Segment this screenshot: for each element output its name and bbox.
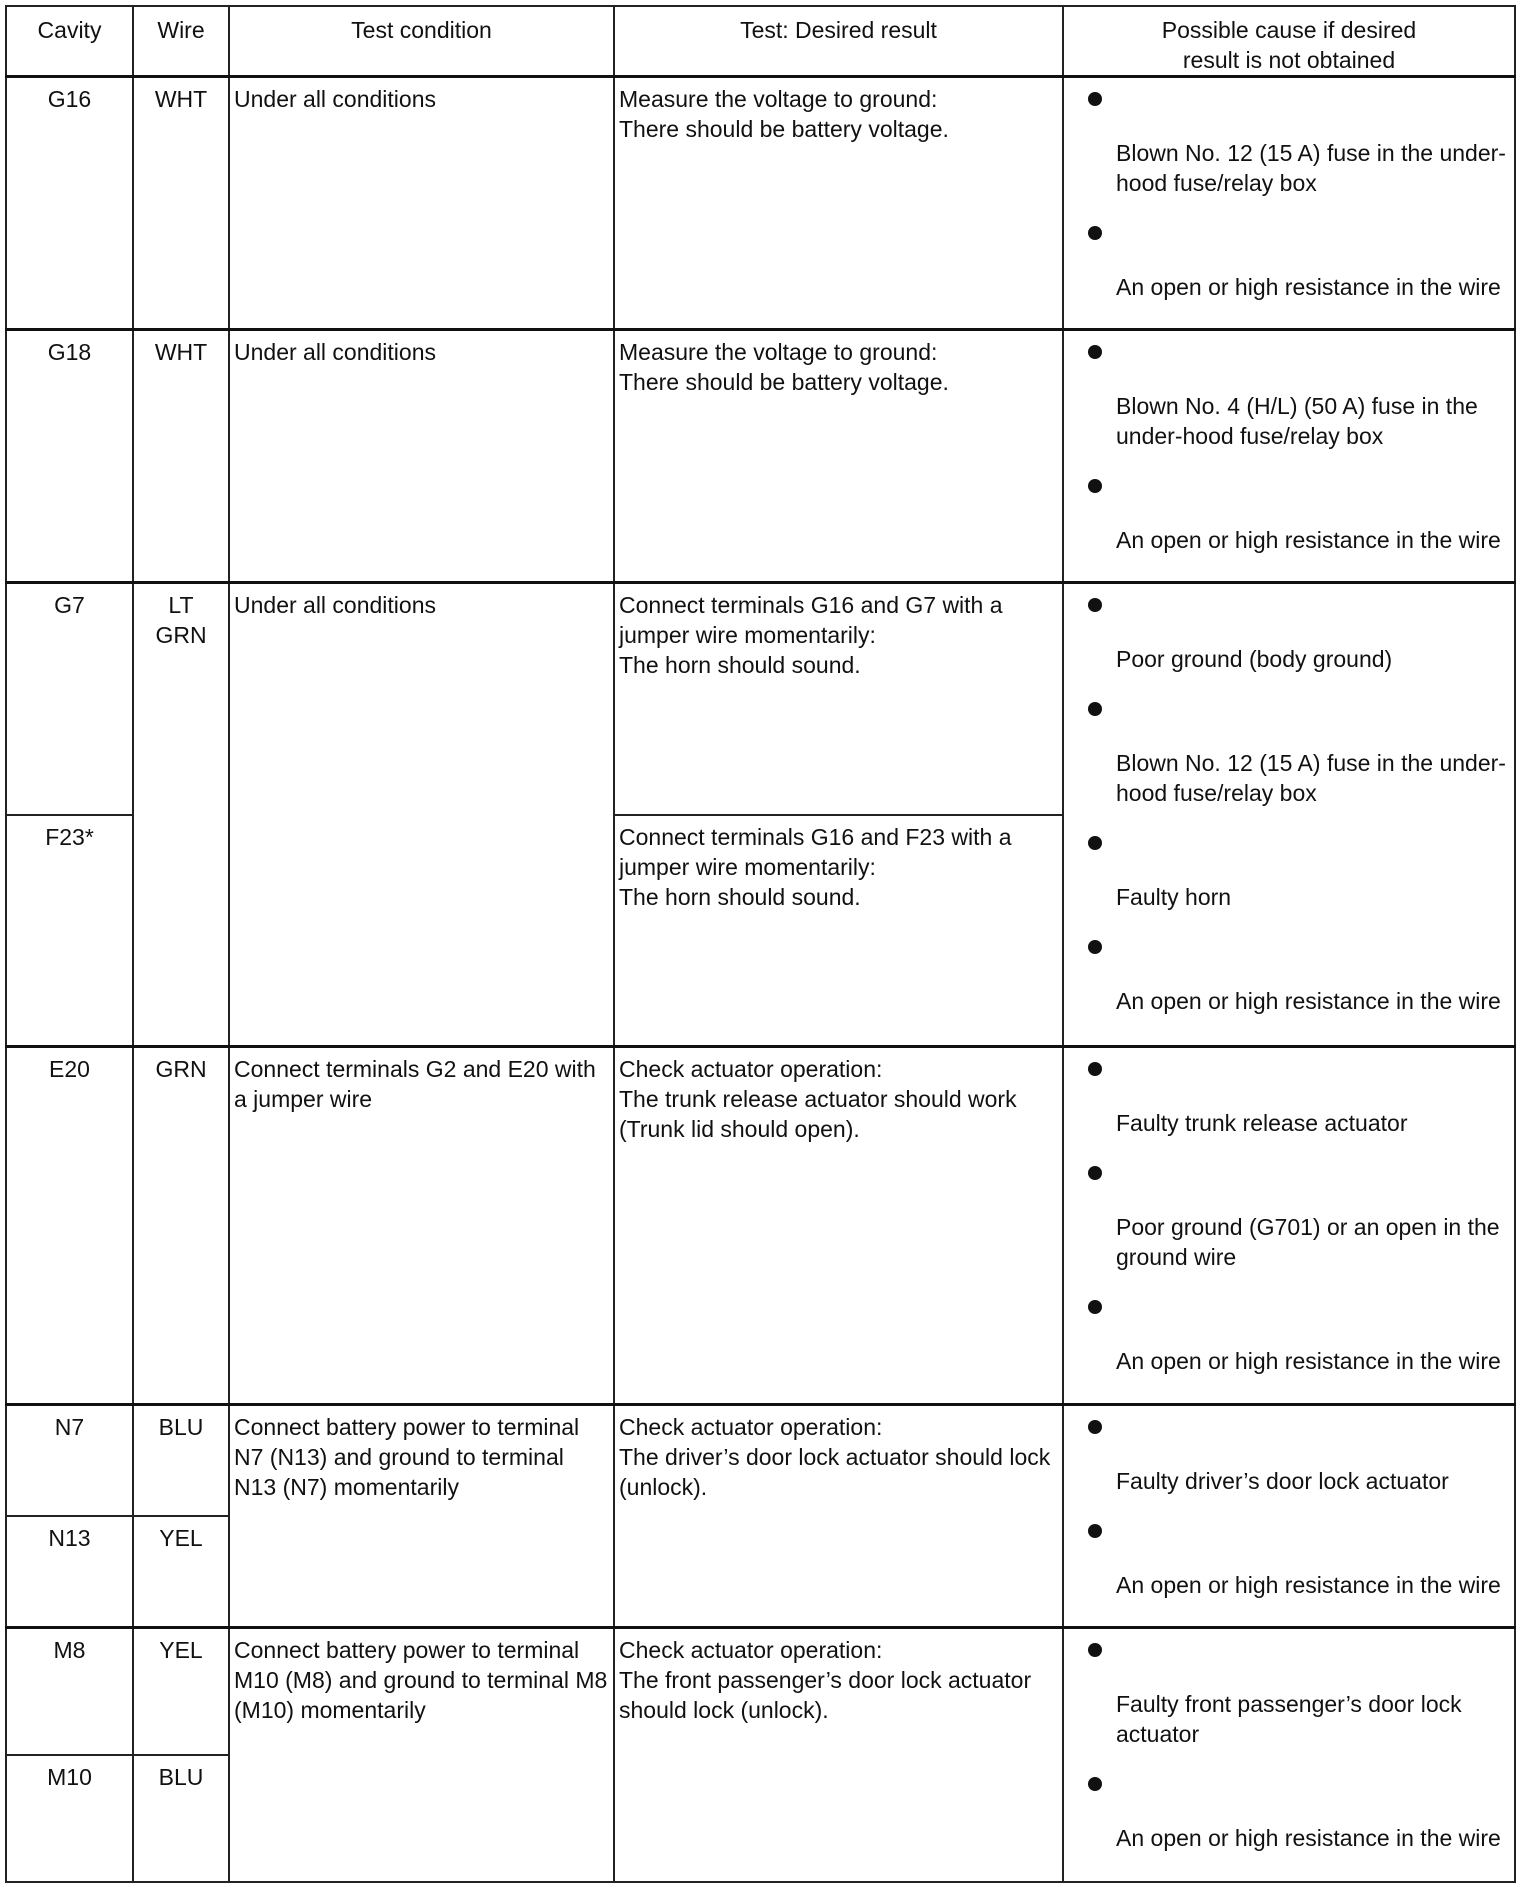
bullet-icon bbox=[1088, 1420, 1102, 1434]
cavity-cell: M8 bbox=[6, 1628, 133, 1755]
cavity-cell: G7 bbox=[6, 583, 133, 815]
cause-item bbox=[1068, 1292, 1510, 1376]
cause-item bbox=[1068, 84, 1510, 198]
harness-test-table bbox=[5, 5, 1516, 1883]
desired-result-cell: Check actuator operation: The front passenger’s door lock actuator should lock (unlock). bbox=[614, 1628, 1063, 1882]
bullet-icon bbox=[1088, 479, 1102, 493]
cause-text: Blown No. 12 (15 A) fuse in the under-hood fuse/relay box bbox=[1116, 750, 1506, 806]
possible-cause-cell bbox=[1063, 330, 1515, 583]
wire-cell: GRN bbox=[133, 1047, 229, 1405]
cause-list bbox=[1068, 337, 1510, 555]
wire-cell: WHT bbox=[133, 77, 229, 330]
cavity-cell: E20 bbox=[6, 1047, 133, 1405]
desired-result-cell: Measure the voltage to ground: There should be battery voltage. bbox=[614, 77, 1063, 330]
table-row bbox=[6, 1405, 1515, 1516]
cavity-cell: M10 bbox=[6, 1755, 133, 1882]
wire-cell: WHT bbox=[133, 330, 229, 583]
cavity-cell: G16 bbox=[6, 77, 133, 330]
cause-item bbox=[1068, 1158, 1510, 1272]
cause-list bbox=[1068, 1054, 1510, 1376]
bullet-icon bbox=[1088, 598, 1102, 612]
wire-cell: BLU bbox=[133, 1405, 229, 1516]
cause-text: Faulty front passenger’s door lock actuator bbox=[1116, 1691, 1462, 1747]
wire-cell: BLU bbox=[133, 1755, 229, 1882]
cause-text: Poor ground (G701) or an open in the ground wire bbox=[1116, 1214, 1500, 1270]
bullet-icon bbox=[1088, 1643, 1102, 1657]
bullet-icon bbox=[1088, 1062, 1102, 1076]
cavity-cell: G18 bbox=[6, 330, 133, 583]
cause-text: Faulty horn bbox=[1116, 884, 1232, 910]
bullet-icon bbox=[1088, 836, 1102, 850]
test-condition-cell: Under all conditions bbox=[229, 77, 614, 330]
cavity-cell: N13 bbox=[6, 1516, 133, 1628]
bullet-icon bbox=[1088, 1777, 1102, 1791]
cause-text: Poor ground (body ground) bbox=[1116, 646, 1393, 672]
bullet-icon bbox=[1088, 345, 1102, 359]
cause-text: An open or high resistance in the wire bbox=[1116, 1572, 1501, 1598]
desired-result-cell: Connect terminals G16 and F23 with a jumper wire momentarily: The horn should sound. bbox=[614, 815, 1063, 1047]
cause-list bbox=[1068, 590, 1510, 1016]
cause-item bbox=[1068, 694, 1510, 808]
test-condition-cell: Connect battery power to terminal N7 (N13) and ground to terminal N13 (N7) momentarily bbox=[229, 1405, 614, 1628]
cause-item bbox=[1068, 218, 1510, 302]
cause-item bbox=[1068, 1516, 1510, 1600]
cause-text: An open or high resistance in the wire bbox=[1116, 988, 1501, 1014]
header-possible-cause: Possible cause if desired result is not obtained bbox=[1063, 6, 1515, 77]
cause-item bbox=[1068, 828, 1510, 912]
cause-item bbox=[1068, 932, 1510, 1016]
table-row bbox=[6, 330, 1515, 583]
header-desired-result: Test: Desired result bbox=[614, 6, 1063, 77]
test-condition-cell: Connect terminals G2 and E20 with a jumper wire bbox=[229, 1047, 614, 1405]
cause-text: An open or high resistance in the wire bbox=[1116, 1348, 1501, 1374]
test-condition-cell: Under all conditions bbox=[229, 583, 614, 1047]
desired-result-cell: Check actuator operation: The trunk release actuator should work (Trunk lid should open). bbox=[614, 1047, 1063, 1405]
cause-text: Blown No. 12 (15 A) fuse in the under-hood fuse/relay box bbox=[1116, 140, 1506, 196]
cause-text: An open or high resistance in the wire bbox=[1116, 274, 1501, 300]
cause-text: An open or high resistance in the wire bbox=[1116, 527, 1501, 553]
possible-cause-cell bbox=[1063, 1047, 1515, 1405]
bullet-icon bbox=[1088, 1166, 1102, 1180]
wire-cell: YEL bbox=[133, 1628, 229, 1755]
wire-cell: YEL bbox=[133, 1516, 229, 1628]
table-row bbox=[6, 77, 1515, 330]
bullet-icon bbox=[1088, 226, 1102, 240]
possible-cause-cell bbox=[1063, 77, 1515, 330]
cavity-cell: F23* bbox=[6, 815, 133, 1047]
desired-result-cell: Connect terminals G16 and G7 with a jumper wire momentarily: The horn should sound. bbox=[614, 583, 1063, 815]
bullet-icon bbox=[1088, 92, 1102, 106]
cause-list bbox=[1068, 1635, 1510, 1853]
bullet-icon bbox=[1088, 702, 1102, 716]
bullet-icon bbox=[1088, 1300, 1102, 1314]
desired-result-cell: Measure the voltage to ground: There should be battery voltage. bbox=[614, 330, 1063, 583]
possible-cause-cell bbox=[1063, 1628, 1515, 1882]
table-row bbox=[6, 583, 1515, 815]
cause-item bbox=[1068, 590, 1510, 674]
cause-item bbox=[1068, 1412, 1510, 1496]
header-test-condition: Test condition bbox=[229, 6, 614, 77]
cause-text: Faulty driver’s door lock actuator bbox=[1116, 1468, 1449, 1494]
possible-cause-cell bbox=[1063, 583, 1515, 1047]
cause-item bbox=[1068, 471, 1510, 555]
header-wire: Wire bbox=[133, 6, 229, 77]
cavity-cell: N7 bbox=[6, 1405, 133, 1516]
cause-text: Blown No. 4 (H/L) (50 A) fuse in the under-hood fuse/relay box bbox=[1116, 393, 1478, 449]
table-row bbox=[6, 1628, 1515, 1755]
cause-list bbox=[1068, 84, 1510, 302]
header-cavity: Cavity bbox=[6, 6, 133, 77]
header-row bbox=[6, 6, 1515, 77]
test-condition-cell: Under all conditions bbox=[229, 330, 614, 583]
bullet-icon bbox=[1088, 940, 1102, 954]
test-condition-cell: Connect battery power to terminal M10 (M8) and ground to terminal M8 (M10) momentarily bbox=[229, 1628, 614, 1882]
cause-item bbox=[1068, 1054, 1510, 1138]
cause-item bbox=[1068, 1635, 1510, 1749]
cause-text: An open or high resistance in the wire bbox=[1116, 1825, 1501, 1851]
desired-result-cell: Check actuator operation: The driver’s door lock actuator should lock (unlock). bbox=[614, 1405, 1063, 1628]
possible-cause-cell bbox=[1063, 1405, 1515, 1628]
bullet-icon bbox=[1088, 1524, 1102, 1538]
wire-cell: LT GRN bbox=[133, 583, 229, 1047]
cause-list bbox=[1068, 1412, 1510, 1600]
cause-text: Faulty trunk release actuator bbox=[1116, 1110, 1408, 1136]
cause-item bbox=[1068, 1769, 1510, 1853]
table-row bbox=[6, 1047, 1515, 1405]
cause-item bbox=[1068, 337, 1510, 451]
